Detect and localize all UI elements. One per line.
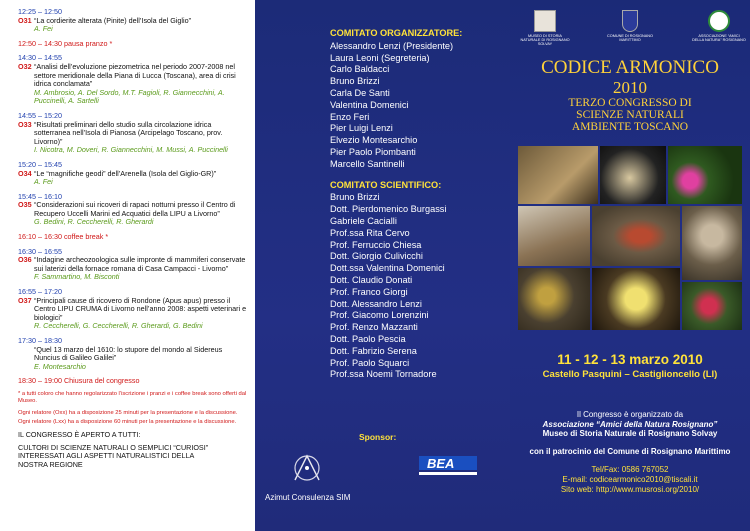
committee-member: Valentina Domenici (330, 99, 409, 110)
schedule-entry (18, 161, 249, 187)
entry-detail (34, 297, 249, 331)
entry-body (18, 297, 249, 331)
schedule-entry (18, 193, 249, 227)
entry-code: O31 (18, 15, 32, 25)
entry-code: O36 (18, 255, 32, 265)
entry-authors: I. Nicotra, M. Doveri, R. Giannecchini, M. Mussi, A. Puccinelli (34, 145, 228, 155)
schedule-entry (18, 233, 249, 242)
info-tel: Tel/Fax: 0586 767052 (591, 465, 669, 475)
photo-skull (518, 206, 590, 266)
entry-title: “Considerazioni sui ricoveri di rapaci notturni presso il Centro di Recupero Uccelli Marini ed Acquatici della LIPU a Livorno” (34, 200, 236, 218)
committee-member: Enzo Feri (330, 111, 370, 122)
organizing-list (330, 41, 510, 171)
entry-authors: F. Sammartino, M. Bisconti (34, 272, 120, 282)
schedule-entry (18, 54, 249, 106)
entry-detail (34, 170, 249, 187)
committees-panel (255, 0, 510, 531)
photo-moth (592, 206, 680, 266)
schedule-entry (18, 40, 249, 49)
title-year: 2010 (613, 78, 647, 97)
committee-member: Alessandro Lenzi (Presidente) (330, 40, 454, 51)
cover-panel (510, 0, 750, 531)
sponsor-label: Sponsor: (359, 432, 397, 442)
entry-authors: A. Fei (34, 177, 53, 187)
dates-days: 11 - 12 - 13 marzo 2010 (557, 352, 703, 367)
schedule-entry (18, 337, 249, 371)
entry-code (18, 346, 34, 372)
museum-emblem-icon (534, 10, 556, 32)
coat-of-arms-icon (622, 10, 638, 32)
photo-eel (518, 146, 598, 204)
schedule-entry (18, 377, 249, 386)
entry-detail (34, 201, 249, 227)
entry-detail (34, 346, 249, 372)
entry-time: 16:55 – 17:20 (18, 287, 62, 297)
schedule-entry (18, 8, 249, 34)
committee-member: Dott. Paolo Pescia (330, 333, 406, 344)
committee-member: Pier Paolo Piombanti (330, 146, 416, 157)
committee-member: Dott. Pierdomenico Burgassi (330, 204, 447, 215)
committee-member: Dott. Fabrizio Serena (330, 345, 417, 356)
rule-lxx: Ogni relatore (Lxx) ha a disposizione 60 minuti per la presentazione e la discussione. (18, 418, 237, 425)
committee-member: Prof. Franco Giorgi (330, 286, 408, 297)
committee-member: Prof.ssa Rita Cervo (330, 227, 410, 238)
info-line4: con il patrocinio del Comune di Rosignano Marittimo (529, 446, 731, 456)
entry-time: 18:30 – 19:00 Chiusura del congresso (18, 376, 140, 386)
entry-code: O35 (18, 200, 32, 210)
entry-code: O32 (18, 61, 32, 71)
entry-body (18, 170, 249, 187)
committee-member: Bruno Brizzi (330, 192, 380, 203)
bea-logo (415, 452, 485, 480)
committee-member: Gabriele Cacialli (330, 215, 397, 226)
entry-title: “La cordierite alterata (Pinite) dell’Isola del Giglio” (34, 15, 191, 25)
info-line1: Il Congresso è organizzato da (576, 410, 684, 419)
entry-body (18, 63, 249, 106)
entry-title: “Quel 13 marzo del 1610: lo stupore del mondo al Sidereus Nuncius di Galileo Galilei” (34, 344, 223, 363)
azimut-name: Azimut Consulenza SIM (265, 493, 351, 502)
committee-member: Prof.ssa Noemi Tornadore (330, 369, 437, 380)
entry-time: 16:30 – 16:55 (18, 246, 62, 256)
entry-code: O34 (18, 168, 32, 178)
entry-code: O33 (18, 119, 32, 129)
open-note: IL CONGRESSO È APERTO A TUTTI: (18, 429, 141, 439)
entry-body (18, 346, 249, 372)
photo-flowers (668, 146, 742, 204)
photo-urchin (600, 146, 666, 204)
scientific-list (330, 192, 510, 381)
title-sub3: AMBIENTE TOSCANO (571, 121, 689, 133)
info-line2: Associazione “Amici della Natura Rosignano” (542, 419, 718, 429)
committee-member: Prof. Ferruccio Chiesa (330, 239, 422, 250)
rule-oxx: Ogni relatore (Oxx) ha a disposizione 25 minuti per la presentazione e la discussione. (18, 409, 238, 416)
entry-authors: E. Montesarchio (34, 361, 86, 371)
schedule-list (18, 8, 249, 386)
entry-body (18, 256, 249, 282)
organizing-heading: COMITATO ORGANIZZATORE: (330, 28, 463, 38)
azimut-logo (287, 452, 327, 488)
schedule-panel (0, 0, 255, 531)
title-sub1: TERZO CONGRESSO DI (568, 97, 692, 109)
entry-time: 15:45 – 16:10 (18, 191, 62, 201)
title-main: CODICE ARMONICO (541, 57, 719, 78)
entry-detail (34, 63, 249, 106)
meals-note: * a tutti coloro che hanno regolarizzato l’iscrizione i pranzi e i coffee break sono offerti dal Museo. (18, 390, 247, 404)
entry-body (18, 201, 249, 227)
committee-member: Carla De Santi (330, 87, 390, 98)
committee-member: Dott. Giorgio Culivicchi (330, 251, 423, 262)
schedule-entry (18, 288, 249, 331)
entry-time: 16:10 – 16:30 coffee break * (18, 232, 109, 242)
committee-member: Laura Leoni (Segreteria) (330, 52, 430, 63)
committee-member: Prof. Renzo Mazzanti (330, 322, 418, 333)
logo-row (510, 10, 750, 47)
committee-member: Elvezio Montesarchio (330, 135, 418, 146)
entry-title: “Analisi dell’evoluzione piezometrica nel periodo 2007-2008 nel settore meridionale della Piana di Lucca (Toscana), area di crisi idrica conclamata” (34, 61, 236, 89)
audience-note: CULTORI DI SCIENZE NATURALI O SEMPLICI “CURIOSI” INTERESSATI AGLI ASPETTI NATURALISTICI DELLA NOSTRA REGIONE (18, 442, 209, 469)
entry-title: “Risultati preliminari dello studio sulla circolazione idrica sotterranea nell’Isola di Pianosa (Arcipelago Toscano, prov. Livorno)” (34, 119, 223, 146)
entry-title: “Le “magnifiche geodi” dell’Arenella (Isola del Giglio-GR)” (34, 168, 217, 178)
entry-body (18, 17, 249, 34)
entry-code: O37 (18, 295, 32, 305)
committee-member: Prof. Giacomo Lorenzini (330, 310, 429, 321)
entry-body (18, 121, 249, 155)
committee-member: Dott. Alessandro Lenzi (330, 298, 422, 309)
entry-time: 14:55 – 15:20 (18, 110, 62, 120)
scientific-heading: COMITATO SCIENTIFICO: (330, 179, 442, 190)
museum-logo: MUSEO DI STORIA NATURALE DI ROSIGNANO SOLVAY (520, 10, 570, 47)
association-emblem-icon (708, 10, 730, 32)
organizer-info (510, 410, 750, 494)
committee-member: Dott. Claudio Donati (330, 274, 413, 285)
entry-authors: R. Ceccherelli, G. Ceccherelli, R. Gherardi, G. Bedini (34, 321, 203, 331)
schedule-entry (18, 112, 249, 155)
entry-title: “Principali cause di ricovero di Rondone (Apus apus) presso il Centro LIPU CRUMA di Livorno nell’anno 2008: aspetti veterinari e biologici” (34, 295, 247, 322)
entry-authors: A. Fei (34, 24, 53, 34)
committee-member: Bruno Brizzi (330, 76, 380, 87)
schedule-entry (18, 248, 249, 282)
event-dates (510, 352, 750, 381)
entry-title: “Indagine archeozoologica sulle impronte di mammiferi conservate sui laterizi della fornace romana di Casa Campacci - Livorno” (34, 255, 246, 273)
event-title (510, 58, 750, 133)
entry-time: 14:30 – 14:55 (18, 53, 62, 63)
photo-mushroom (592, 268, 680, 330)
info-line3: Museo di Storia Naturale di Rosignano Solvay (542, 429, 718, 439)
title-sub2: SCIENZE NATURALI (576, 109, 684, 121)
photo-owl (682, 206, 742, 280)
photo-crystals (518, 268, 590, 330)
entry-time: 17:30 – 18:30 (18, 336, 62, 345)
committee-member: Pier Luigi Lenzi (330, 123, 393, 134)
bea-text: BEA (427, 456, 455, 471)
comune-logo: COMUNE DI ROSIGNANO MARITTIMO (602, 10, 658, 42)
entry-detail (34, 256, 249, 282)
entry-authors: M. Ambrosio, A. Del Sordo, M.T. Fagioli, R. Giannecchini, A. Puccinelli, A. Sartelli (34, 87, 225, 106)
entry-detail (34, 17, 249, 34)
committee-member: Carlo Baldacci (330, 64, 390, 75)
dates-place: Castello Pasquini – Castiglioncello (LI) (542, 369, 718, 380)
entry-detail (34, 121, 249, 155)
photo-berries (682, 282, 742, 330)
info-web[interactable]: Sito web: http://www.musrosi.org/2010/ (560, 484, 700, 494)
info-email[interactable]: E-mail: codicearmonico2010@tiscali.it (562, 474, 698, 484)
association-logo: ASSOCIAZIONE “AMICI DELLA NATURA” ROSIGNANO (692, 10, 746, 42)
committee-member: Marcello Santinelli (330, 158, 405, 169)
entry-time: 15:20 – 15:45 (18, 159, 62, 169)
entry-time: 12:25 – 12:50 (18, 7, 62, 16)
entry-time: 12:50 – 14:30 pausa pranzo * (18, 38, 113, 48)
committee-member: Dott.ssa Valentina Domenici (330, 263, 445, 274)
entry-authors: G. Bedini, R. Ceccherelli, R. Gherardi (34, 217, 154, 227)
committee-member: Prof. Paolo Squarci (330, 357, 410, 368)
